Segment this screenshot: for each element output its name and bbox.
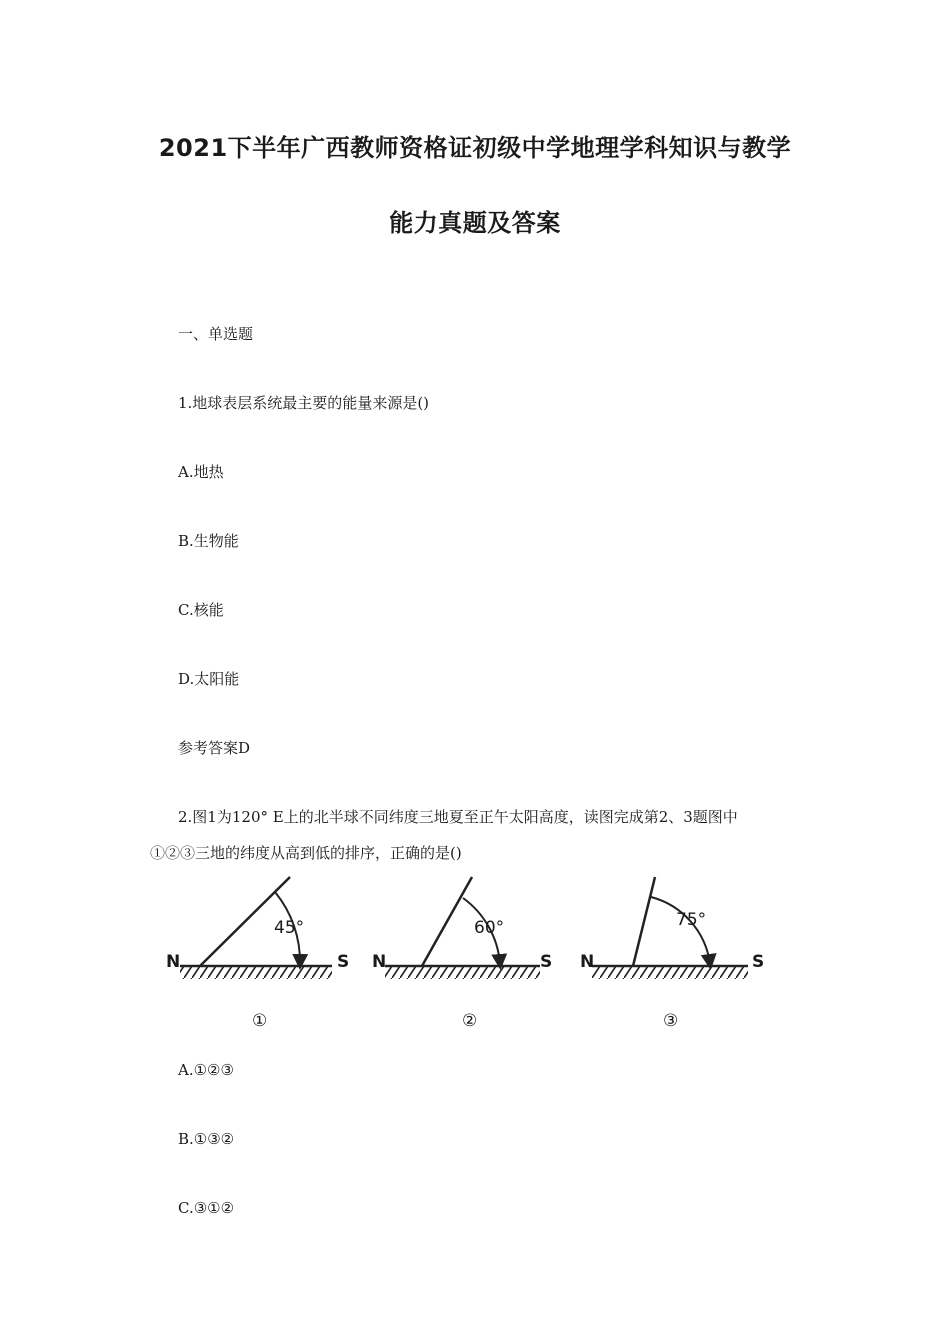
angle-label-3: 75° xyxy=(676,910,707,930)
angle-arc-3 xyxy=(651,897,710,964)
question-2-stem-line-1: 2.图1为120° E上的北半球不同纬度三地夏至正午太阳高度，读图完成第2、3题图中 xyxy=(178,808,738,826)
panel-number-3: ③ xyxy=(663,1011,679,1031)
question-2-option-b: B.①③② xyxy=(178,1130,235,1148)
question-2-option-a: A.①②③ xyxy=(178,1061,234,1079)
sun-ray-2 xyxy=(422,877,472,966)
section-heading: 一、单选题 xyxy=(178,325,254,343)
panel-number-2: ② xyxy=(462,1011,478,1031)
question-1-stem: 1.地球表层系统最主要的能量来源是() xyxy=(178,394,430,412)
south-label-1: S xyxy=(337,952,350,972)
north-label-2: N xyxy=(372,952,387,972)
diagram-panel-3 xyxy=(592,877,748,979)
south-label-2: S xyxy=(540,952,553,972)
document-title-line-1: 2021下半年广西教师资格证初级中学地理学科知识与教学 xyxy=(158,134,792,162)
question-1-answer: 参考答案D xyxy=(178,739,251,757)
question-1-option-b: B.生物能 xyxy=(178,532,239,550)
diagram-panel-1 xyxy=(180,877,332,979)
sun-altitude-figure xyxy=(160,870,780,1040)
panel-number-1: ① xyxy=(252,1011,268,1031)
north-label-3: N xyxy=(580,952,595,972)
diagram-panel-2 xyxy=(385,877,540,979)
question-1-option-d: D.太阳能 xyxy=(178,670,240,688)
question-2-stem-line-2: ①②③三地的纬度从高到低的排序，正确的是() xyxy=(150,844,462,862)
question-1-option-a: A.地热 xyxy=(178,463,224,481)
north-label-1: N xyxy=(166,952,181,972)
question-2-option-c: C.③①② xyxy=(178,1199,235,1217)
angle-label-2: 60° xyxy=(474,918,505,938)
question-1-option-c: C.核能 xyxy=(178,601,224,619)
sun-ray-3 xyxy=(633,877,655,966)
document-title-line-2: 能力真题及答案 xyxy=(389,209,561,237)
angle-label-1: 45° xyxy=(274,918,305,938)
south-label-3: S xyxy=(752,952,765,972)
